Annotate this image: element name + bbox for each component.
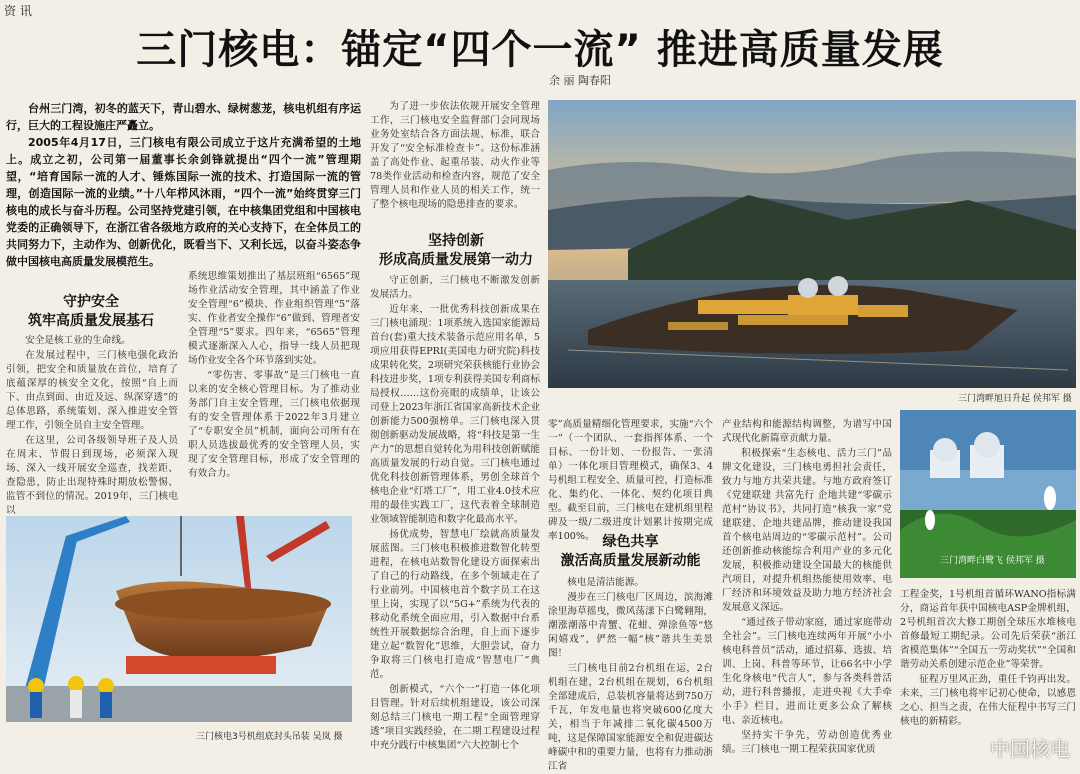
paragraph: 守正创新，三门核电不断激发创新发展活力。 — [370, 275, 540, 300]
sanmen-bay-sunrise-photo — [548, 100, 1076, 388]
column-2-top — [370, 100, 540, 213]
paragraph: 征程万里风正劲，重任千钧再出发。未来，三门核电将牢记初心使命，以感恩之心、担当之责，在伟大征程中书写三门核电的新精彩。 — [900, 674, 1076, 727]
section-tag: 资 讯 — [4, 4, 32, 18]
main-photo-caption: 三门湾畔旭日升起 侯邦军 摄 — [958, 394, 1072, 404]
watermark: 中国核电 — [990, 737, 1070, 761]
left-photo-caption: 三门核电3号机组底封头吊装 吴岚 摄 — [196, 732, 343, 742]
column-1a — [6, 334, 178, 516]
paragraph: 在发展过程中，三门核电强化政治引领，把安全和质量放在首位，培育了底蕴深厚的核安全文化，按照“自上而下、由点到面、由近及远、纵深穿透”的总体思路，系统策划、深入推进安全管理工作，引领全员自主安全管理。 — [6, 350, 178, 431]
paragraph: 产业结构和能源结构调整，为谱写中国式现代化新篇章贡献力量。 — [722, 419, 892, 444]
paragraph: 为了进一步依法依规开展安全管理工作，三门核电安全监督部门会同现场业务处室结合各方面法规、标准，联合开发了“安全标准检查卡”。这份标准涵盖了高处作业、起重吊装、动火作业等78类作业活动和检查内容，规范了安全管理人员和作业人员的相关工作，统一了整个核电现场的隐患排查的要求。 — [370, 101, 540, 210]
paragraph: 三门核电目前2台机组在运，2台机组在建，2台机组在规划，6台机组全部建成后，总装机容量将达到750万千瓦，年发电量也将突破600亿度大关，相当于年减排二氧化碳4500万吨，这是保障国家能源安全和促进碳达峰碳中和的重要力量，也将有力推动浙江省 — [548, 663, 713, 772]
paragraph: 零”高质量精细化管理要求，实施“六个一”（一个团队、一套指挥体系、一个目标、一份计划、一份报告、一张清单）一体化项目管理模式，确保3、4号机组工程安全、质量可控，打造标准化、集约化、一体化、契约化项目典型。截至目前，三门核电在建机组里程碑及一级/二级进度计划累计按期完成率100%。 — [548, 419, 713, 542]
column-5 — [900, 588, 1076, 738]
paragraph: 系统思维策划推出了基层班组“6565”现场作业活动安全管理，其中涵盖了作业安全管理“6”模块、作业组织管理“5”落实、作业者安全操作“6”做到、管理者安全管理“5”要求。四年来，“6565”管理模式逐渐深入人心，指导一线人员把现场作业安全各个环节落到实处。 — [188, 271, 360, 366]
paragraph: 近年来，一批优秀科技创新成果在三门核电涌现：1项系统入选国家能源局首台(套)重大技术装备示范应用名单，5项应用获得EPRI(美国电力研究院)科技成果转化奖，2项研究荣获核能行业协会科技进步奖，1项专利获得美国专利商标局授权……这份亮眼的成绩单，让该公司登上2023年浙江省国家高新技术企业创新能力500强榜单。三门核电深入贯彻创新驱动发展战略，将“科技是第一生产力”的思想自觉转化为用科技创新赋能高质量发展的行动自觉。三门核电通过优化科技创新管理体系，男创全球首个核电企业“灯塔工厂”，用工业4.0技术应用的最佳实践工厂，这代表着全球制造业领域智能制造和数字化最高水平。 — [370, 304, 540, 525]
section-2-title: 坚持创新 形成高质量发展第一动力 — [379, 233, 533, 268]
section-3-title: 绿色共享 激活高质量发展新动能 — [560, 534, 701, 569]
paragraph: 漫步在三门核电厂区周边，滨海滩涂里海草摇曳，微风荡漾下白鹭翱翔，潮涨潮落中青蟹、花蚶、弹涂鱼等“悠闲嬉戏”，俨然一幅“核”谐共生美景图！ — [548, 592, 713, 659]
paragraph: “通过孩子带动家庭，通过家庭带动全社会”。三门核电连续两年开展“小小核电科普员”活动，通过招募、选拔、培训、上岗、科普等环节，让66名中小学生化身核电“代言人”，参与各类科普活动，进行科普播报，走进央视《大手牵小手》栏目，进而让更多公众了解核电、亲近核电。 — [722, 617, 892, 726]
column-1b — [188, 270, 360, 506]
lead-p1: 台州三门湾，初冬的蓝天下，青山碧水、绿树葱茏，核电机组有序运行，巨大的工程设施庄严矗立。 — [6, 102, 361, 132]
headline: 三门核电：锚定“四个一流” 推进高质量发展 — [136, 27, 944, 73]
paragraph: 核电是清洁能源。 — [567, 577, 644, 588]
lead-paragraphs — [6, 100, 361, 270]
paragraph: 坚持实干争先，劳动创造优秀业绩。三门核电一期工程荣获国家优质 — [722, 730, 892, 755]
paragraph: 积极探索“生态核电、活力三门”品牌文化建设，三门核电勇担社会责任，致力与地方共荣共建。与地方政府签订《党建联建 共富先行 企地共建“零碳示范村”协议书》，共同打造“核我一家”党建联建、企地共建品牌，推动建设我国首个核电站周边的“零碳示范村”。公司还创新推动核能综合利用产业的多元化发展，积极推动建设全国最大的核能供汽项目，对提升机组热能使用效率、电厂经济和环境效益及助力地方经济社会发展意义深远。 — [722, 448, 892, 613]
paragraph: 创新模式，“六个一”打造一体化项目管理。针对后续机组建设，该公司深刻总结三门核电一期工程“全面管理穿透”项目实践经验，在二期工程建设过程中充分践行中核集团“六大控制七个 — [370, 684, 540, 751]
paragraph: 安全是核工业的生命线。 — [25, 335, 131, 346]
byline: 余 丽 陶春阳 — [549, 74, 611, 87]
column-3-top — [548, 418, 713, 542]
lead-p2: 2005年4月17日，三门核电有限公司成立于这片充满希望的土地上。成立之初，公司第一届董事长余剑锋就提出“四个一流”管理期望，“培育国际一流的人才、锤炼国际一流的技术、打造国际一流的管理，创造国际一流的业绩。”十八年栉风沐雨，“四个一流”始终贯穿三门核电的成长与奋斗历程。公司坚持党建引领，在中核集团党组和中国核电党委的正确领导下，在浙江省各级地方政府的关心支持下，在全体员工的共同努力下，主动作为、创新优化，既看当下、又利长远，以奋斗姿态争做中国核电高质量发展模范生。 — [6, 136, 361, 268]
reactor-head-lift-photo — [6, 516, 352, 722]
paragraph: 在这里，公司各级领导班子及人员在周末、节假日到现场，必须深入现场、深入一线开展安全巡查，找差距、查隐患，防止出现特殊时期放松警惕、监管不到位的情况。2019年，三门核电以 — [6, 435, 178, 516]
section-1-title: 守护安全 筑牢高质量发展基石 — [28, 294, 154, 329]
column-4 — [722, 418, 892, 755]
paragraph: “零伤害、零事故”是三门核电一直以来的安全核心管理目标。为了推动业务部门自主安全管理，三门核电依据现有的安全管理体系于2022年3月建立了“专职安全员”机制，面向公司所有在职人员选拔最优秀的安全管理人员，实现了安全管理目标，形成了安全管理的有效合力。 — [188, 370, 360, 479]
paragraph: 工程金奖，1号机组首循环WANO指标满分，商运首年获中国核电ASP金牌机组，2号机组首次大修工期创全球压水堆核电首修最短工期纪录。公司先后荣获“浙江省模范集体”“全国五一劳动奖状”“全国和谐劳动关系创建示范企业”等荣誉。 — [900, 589, 1076, 670]
right-photo-caption: 三门湾畔白鹭飞 侯邦军 摄 — [940, 556, 1045, 566]
column-3-body — [548, 576, 713, 772]
paragraph: 扬优成势，智慧电厂绘就高质量发展蓝图。三门核电积极推进数智化转型进程，在核电站数智化建设方面探索出了自己的行动路线，在多个领域走在了行业前列。中国核电首个数字员工在这里上岗，实现了以“5G+”系统为代表的移动化系统全面应用，引入数据中台系统性开展数据综合治理，自上而下逐步建立起“数智化”思维，大胆尝试，奋力争取将三门核电打造成“智慧电厂”典范。 — [370, 529, 540, 680]
column-2-body — [370, 274, 540, 751]
